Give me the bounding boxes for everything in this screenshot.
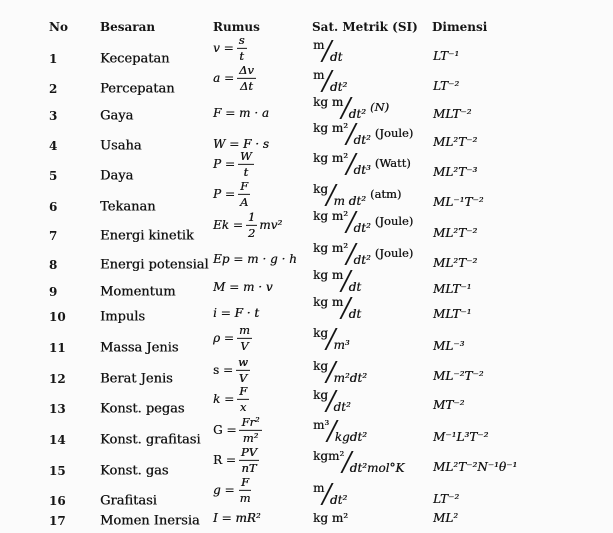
unit <box>313 327 350 351</box>
fraction-numerator: 1 <box>247 209 256 224</box>
dimension: ML⁻³ <box>433 339 465 353</box>
unit-denominator: dt² <box>329 493 348 507</box>
fraction-denominator: x <box>239 399 247 414</box>
unit-denominator: dt² <box>333 400 351 414</box>
formula-fraction <box>237 324 252 352</box>
dimension: ML²T⁻² <box>433 135 478 149</box>
unit <box>313 512 348 524</box>
unit-denominator: dt² <box>329 80 348 94</box>
row-number: 12 <box>49 372 66 386</box>
formula-text: i = F · t <box>213 306 260 320</box>
fraction-numerator: PV <box>240 444 257 459</box>
row-number: 17 <box>49 514 66 528</box>
unit-fraction <box>313 269 361 293</box>
fraction-denominator: nT <box>241 460 257 475</box>
dimension: ML⁻²T⁻² <box>433 369 484 383</box>
unit-name: (atm) <box>369 187 402 202</box>
header-no: No <box>49 20 68 34</box>
formula-lhs: v = <box>213 41 234 55</box>
fraction-denominator: V <box>240 338 249 353</box>
unit-denominator: kgdt² <box>334 430 367 444</box>
unit-denominator: m³ <box>333 338 350 352</box>
unit-numerator: m³ <box>313 418 330 432</box>
row-number: 10 <box>49 310 66 324</box>
formula-lhs: P = <box>213 187 235 201</box>
unit-fraction <box>313 39 342 63</box>
formula <box>213 416 262 444</box>
fraction-denominator: V <box>238 370 248 385</box>
fraction-numerator: F <box>240 178 249 193</box>
formula <box>213 385 249 413</box>
dimension: MLT⁻¹ <box>433 282 472 296</box>
formula <box>213 64 256 92</box>
unit <box>313 419 367 443</box>
unit-denominator: dt² <box>348 107 366 121</box>
formula-text: F = m · a <box>213 106 269 120</box>
formula-fraction <box>236 356 250 384</box>
row-number: 15 <box>49 464 66 478</box>
formula-lhs: R = <box>213 453 236 467</box>
unit-numerator: kg m² <box>313 209 348 223</box>
formula-fraction <box>239 416 261 444</box>
dimension: ML²T⁻²N⁻¹θ⁻¹ <box>433 460 518 474</box>
row-number: 3 <box>49 109 58 123</box>
dimension: ML⁻¹T⁻² <box>433 195 484 209</box>
unit-numerator: m <box>313 68 325 82</box>
unit-denominator: dt² <box>353 253 371 267</box>
quantity-name: Percepatan <box>100 81 175 97</box>
unit-numerator: m <box>313 38 325 52</box>
formula-lhs: g = <box>213 483 235 497</box>
formula-text: M = m · v <box>213 280 273 294</box>
unit-fraction <box>313 152 371 176</box>
fraction-numerator: s <box>238 32 245 47</box>
unit <box>313 39 342 63</box>
fraction-numerator: w <box>238 354 248 369</box>
quantity-name: Berat Jenis <box>100 371 173 387</box>
row-number: 13 <box>49 402 66 416</box>
quantity-name: Impuls <box>100 309 145 325</box>
row-number: 7 <box>49 229 58 243</box>
quantity-name: Daya <box>100 168 134 184</box>
unit-denominator: dt <box>348 307 362 321</box>
formula-lhs: P = <box>213 157 235 171</box>
formula-lhs: G = <box>213 423 237 437</box>
row-number: 5 <box>49 169 58 183</box>
unit <box>313 450 404 474</box>
unit <box>313 242 413 266</box>
formula-text: Ep = m · g · h <box>213 252 297 266</box>
formula <box>213 512 261 524</box>
quantity-name: Konst. grafitasi <box>100 432 201 448</box>
unit-numerator: kgm² <box>313 449 345 463</box>
dimension: MT⁻² <box>433 398 465 412</box>
unit-denominator: dt <box>348 280 362 294</box>
formula-fraction <box>237 64 256 92</box>
header-dimensi: Dimensi <box>432 20 488 34</box>
formula-fraction <box>237 34 247 62</box>
formula <box>213 476 252 504</box>
unit-fraction <box>313 482 347 506</box>
formula-fraction <box>246 211 257 239</box>
fraction-numerator: Fr² <box>241 414 260 429</box>
formula-lhs: k = <box>213 392 235 406</box>
row-number: 4 <box>49 139 58 153</box>
row-number: 16 <box>49 494 66 508</box>
formula <box>213 356 250 384</box>
formula-fraction <box>238 476 253 504</box>
row-number: 9 <box>49 285 58 299</box>
unit-text: kg m² <box>313 511 348 525</box>
quantity-name: Tekanan <box>100 199 156 215</box>
fraction-numerator: Δv <box>239 62 254 77</box>
quantity-name: Kecepatan <box>100 51 170 67</box>
unit-numerator: kg m <box>313 295 344 309</box>
quantity-name: Konst. pegas <box>100 401 185 417</box>
formula <box>213 211 282 239</box>
unit-fraction <box>313 69 347 93</box>
unit-fraction <box>313 389 351 413</box>
formula-fraction <box>238 150 254 178</box>
unit-fraction <box>313 360 367 384</box>
unit <box>313 122 413 146</box>
formula <box>213 150 254 178</box>
row-number: 8 <box>49 258 58 272</box>
unit-name: (N) <box>369 100 390 115</box>
dimension: MLT⁻¹ <box>433 307 472 321</box>
row-number: 1 <box>49 52 58 66</box>
formula <box>213 34 247 62</box>
unit-fraction <box>313 450 404 474</box>
unit-numerator: m <box>313 481 325 495</box>
unit-numerator: kg <box>313 326 328 340</box>
dimension: MLT⁻² <box>433 107 472 121</box>
unit-denominator: dt <box>329 50 343 64</box>
unit <box>313 152 411 176</box>
unit-numerator: kg m² <box>313 151 348 165</box>
unit <box>313 269 361 293</box>
formula-text: I = mR² <box>213 511 261 525</box>
quantity-name: Grafitasi <box>100 493 157 509</box>
fraction-denominator: 2 <box>247 225 256 240</box>
formula <box>213 281 273 293</box>
unit-fraction <box>313 242 371 266</box>
unit-fraction <box>313 419 367 443</box>
quantity-name: Momen Inersia <box>100 513 200 529</box>
formula-text: W = F · s <box>213 137 269 151</box>
unit-name: (Joule) <box>374 246 414 261</box>
formula <box>213 253 297 265</box>
unit <box>313 360 367 384</box>
fraction-denominator: t <box>239 48 244 63</box>
unit-fraction <box>313 96 366 120</box>
unit-name: (Joule) <box>374 126 414 141</box>
fraction-denominator: t <box>243 164 249 179</box>
unit-fraction <box>313 183 366 207</box>
formula-lhs: ρ = <box>213 331 234 345</box>
dimension: ML² <box>433 511 459 525</box>
quantity-name: Momentum <box>100 284 176 300</box>
dimension: LT⁻² <box>433 79 460 93</box>
formula-lhs: Ek = <box>213 218 243 232</box>
unit <box>313 69 347 93</box>
quantity-name: Konst. gas <box>100 463 169 479</box>
unit-denominator: m²dt² <box>333 371 367 385</box>
unit-fraction <box>313 210 371 234</box>
unit-numerator: kg <box>313 182 328 196</box>
formula-lhs: s = <box>213 363 234 377</box>
unit-denominator: dt²mol°K <box>349 461 405 475</box>
quantity-name: Massa Jenis <box>100 340 179 356</box>
row-number: 11 <box>49 341 66 355</box>
fraction-denominator: A <box>239 194 249 209</box>
unit-denominator: dt³ <box>353 163 371 177</box>
header-besaran: Besaran <box>100 20 156 34</box>
unit <box>313 482 347 506</box>
unit-numerator: kg <box>313 388 328 402</box>
row-number: 14 <box>49 433 66 447</box>
quantity-name: Gaya <box>100 108 134 124</box>
formula-fraction <box>239 446 259 474</box>
dimension: LT⁻¹ <box>433 49 460 63</box>
unit <box>313 296 361 320</box>
formula <box>213 446 259 474</box>
formula-fraction <box>238 180 250 208</box>
unit-numerator: kg m <box>313 95 344 109</box>
fraction-numerator: F <box>241 474 249 489</box>
formula-lhs: a = <box>213 71 235 85</box>
formula-fraction <box>237 385 249 413</box>
formula-rest: mv² <box>259 218 283 232</box>
unit <box>313 96 389 120</box>
quantity-name: Energi potensial <box>100 257 209 273</box>
unit-fraction <box>313 296 361 320</box>
unit-numerator: kg <box>313 359 328 373</box>
unit <box>313 210 413 234</box>
unit-denominator: dt² <box>353 221 371 235</box>
formula <box>213 307 259 319</box>
unit-denominator: m dt² <box>333 194 366 208</box>
fraction-denominator: Δt <box>239 78 253 93</box>
dimension: ML²T⁻² <box>433 256 478 270</box>
unit-denominator: dt² <box>353 133 371 147</box>
fraction-denominator: m² <box>242 430 259 445</box>
fraction-numerator: W <box>239 148 252 163</box>
formula <box>213 107 269 119</box>
fraction-denominator: m <box>239 490 251 505</box>
unit-numerator: kg m <box>313 268 344 282</box>
formula <box>213 180 250 208</box>
dimension: LT⁻² <box>433 492 460 506</box>
unit-numerator: kg m² <box>313 241 348 255</box>
unit-fraction <box>313 327 350 351</box>
unit-name: (Joule) <box>374 214 414 229</box>
unit <box>313 389 351 413</box>
dimension: ML²T⁻³ <box>433 165 478 179</box>
dimension: ML²T⁻² <box>433 226 478 240</box>
row-number: 6 <box>49 200 58 214</box>
unit <box>313 183 401 207</box>
quantity-name: Usaha <box>100 138 142 154</box>
header-satuan: Sat. Metrik (SI) <box>312 20 418 34</box>
quantity-name: Energi kinetik <box>100 228 194 244</box>
formula <box>213 324 252 352</box>
unit-name: (Watt) <box>374 156 411 171</box>
fraction-numerator: m <box>238 322 250 337</box>
dimension: M⁻¹L³T⁻² <box>433 430 489 444</box>
unit-numerator: kg m² <box>313 121 348 135</box>
fraction-numerator: F <box>239 383 248 398</box>
unit-fraction <box>313 122 371 146</box>
header-rumus: Rumus <box>213 20 260 34</box>
row-number: 2 <box>49 82 58 96</box>
